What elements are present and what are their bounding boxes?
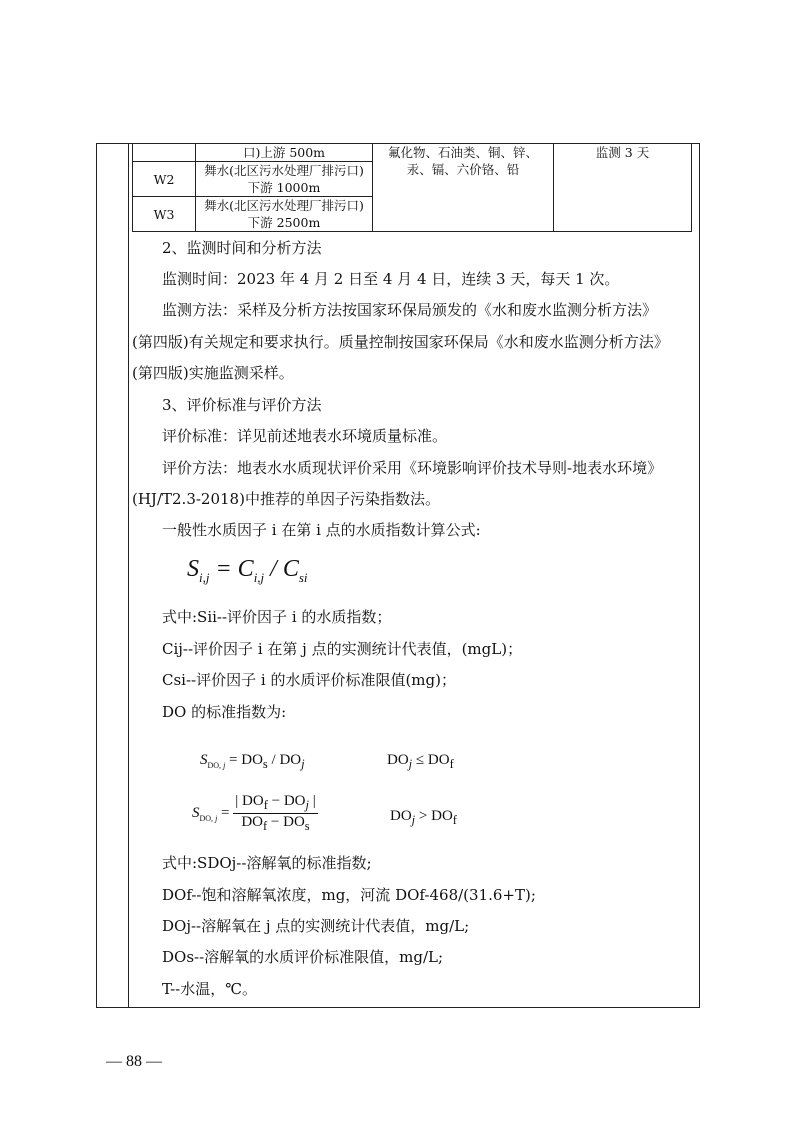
page-number: — 88 — (106, 1053, 162, 1070)
formula-do-condition-1: $DO_j \le DO_f$ (387, 752, 454, 771)
paragraph: 监测方法：采样及分析方法按国家环保局颁发的《水和废水监测分析方法》 (162, 301, 658, 319)
site-id (133, 144, 196, 162)
monitor-factors: 氟化物、石油类、铜、锌、汞、镉、六价铬、铅 (373, 144, 554, 232)
definition: 式中:Sii--评价因子 i 的水质指数； (162, 608, 392, 626)
formula-do-index-2: $S_{DO, j}$ = $\frac{| DO_f - DO_j |}{DO_f - DO_s}$ (192, 793, 316, 833)
paragraph: (第四版)有关规定和要求执行。质量控制按国家环保局《水和废水监测分析方法》 (132, 333, 669, 351)
paragraph: (HJ/T2.3-2018)中推荐的单因子污染指数法。 (132, 490, 440, 508)
definition: Cij--评价因子 i 在第 j 点的实测统计代表值，(mgL)； (162, 640, 523, 658)
site-id: W2 (133, 162, 196, 197)
paragraph: 监测时间：2023 年 4 月 2 日至 4 月 4 日，连续 3 天，每天 1 次。 (162, 270, 620, 288)
definition: DOj--溶解氧在 j 点的实测统计代表值，mg/L; (162, 917, 470, 935)
site-location: 舞水(北区污水处理厂排污口)下游 2500m (196, 197, 373, 232)
formula-water-index: $S_{i,j} = C_{i,j} / C_{si}$ (187, 556, 308, 585)
formula-do-condition-2: $DO_j > DO_f$ (390, 808, 457, 827)
definition: DOs--溶解氧的水质评价标准限值，mg/L; (162, 948, 444, 966)
table-row (133, 144, 692, 162)
site-location: 舞水(北区污水处理厂排污口)下游 1000m (196, 162, 373, 197)
site-location: 口)上游 500m (196, 144, 373, 162)
site-id: W3 (133, 197, 196, 232)
frame-divider (128, 143, 129, 1008)
monitoring-table (132, 143, 692, 232)
definition: Csi--评价因子 i 的水质评价标准限值(mg)； (162, 671, 456, 689)
definition: T--水温，℃。 (162, 980, 257, 998)
definition: 式中:SDOj--溶解氧的标准指数; (162, 854, 372, 872)
definition: DOf--饱和溶解氧浓度，mg，河流 DOf-468/(31.6+T); (162, 886, 536, 904)
paragraph: (第四版)实施监测采样。 (132, 364, 294, 382)
definition: DO 的标准指数为: (162, 703, 287, 721)
monitor-frequency: 监测 3 天 (554, 144, 692, 232)
paragraph: 评价标准：详见前述地表水环境质量标准。 (162, 427, 448, 445)
section-heading: 2、监测时间和分析方法 (162, 239, 322, 257)
paragraph: 一般性水质因子 i 在第 i 点的水质指数计算公式: (162, 521, 481, 539)
section-heading: 3、评价标准与评价方法 (162, 396, 322, 414)
formula-do-index-1: $S_{DO, j} = DO_s / DO_j$ (200, 752, 305, 771)
paragraph: 评价方法：地表水水质现状评价采用《环境影响评价技术导则-地表水环境》 (162, 459, 663, 477)
